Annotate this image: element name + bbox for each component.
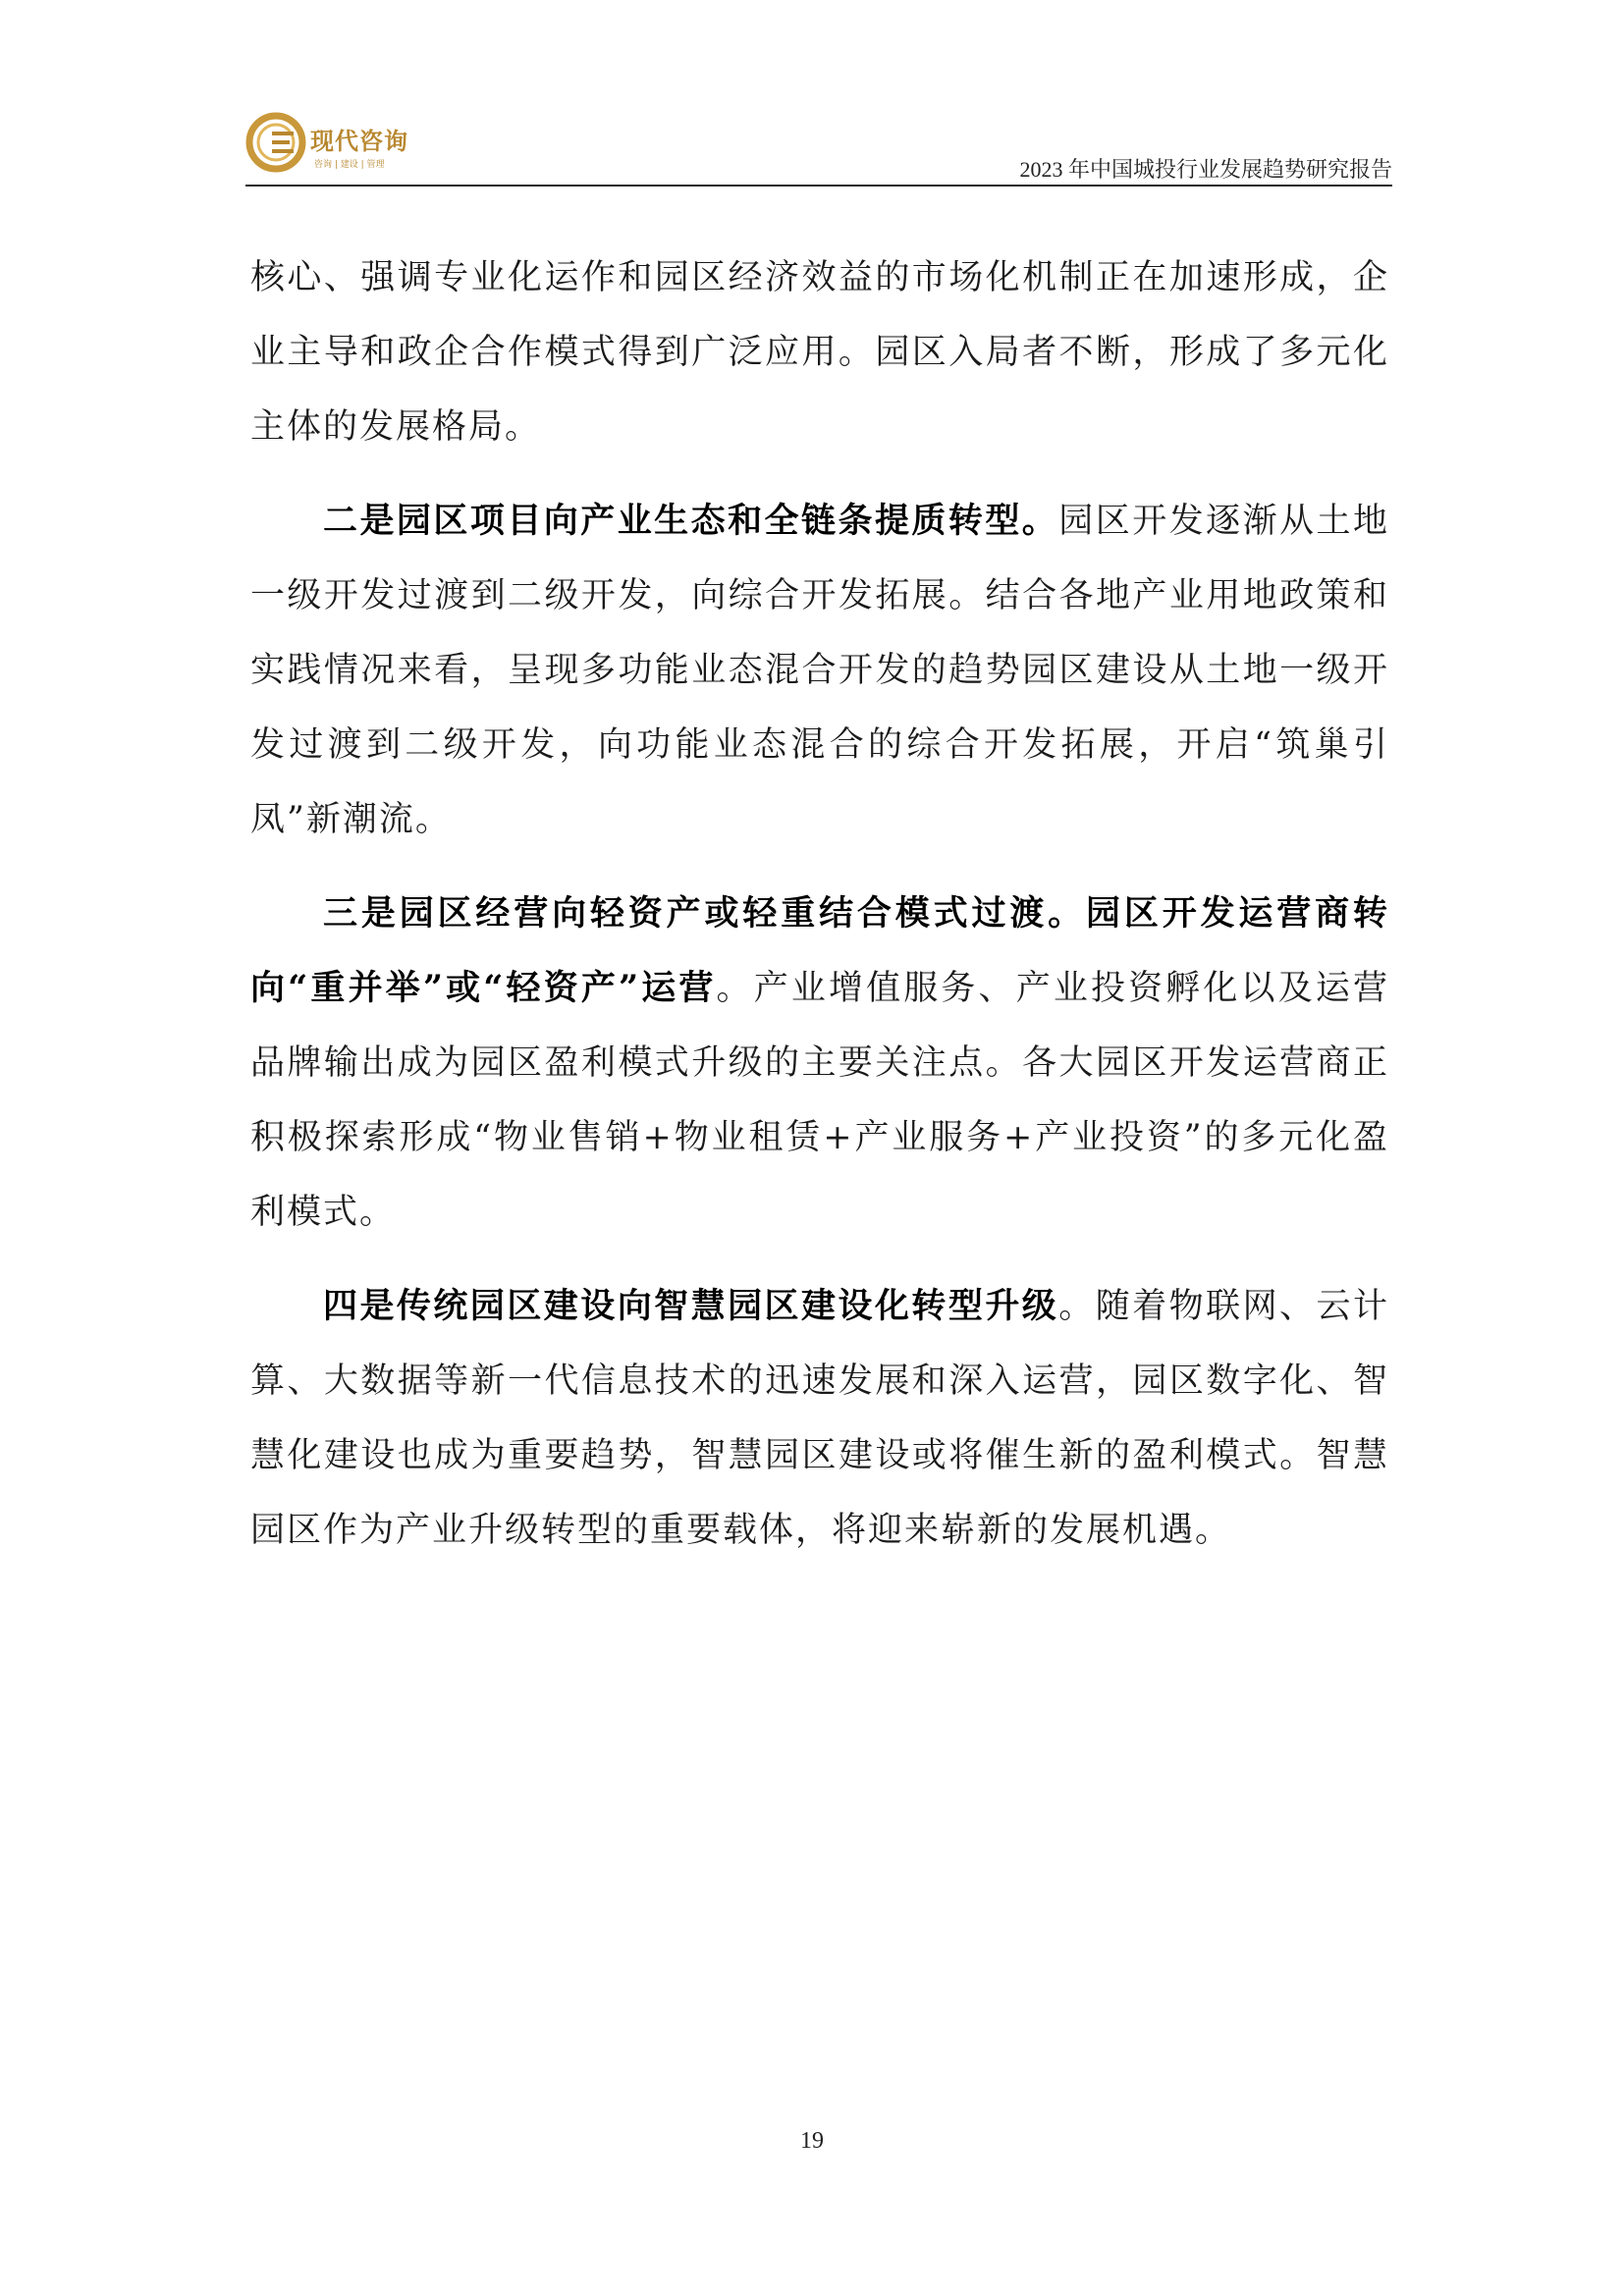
document-body — [250, 240, 1389, 1587]
logo-name: 现代咨询 — [310, 128, 408, 155]
company-logo — [245, 108, 461, 185]
page-number: 19 — [800, 2128, 824, 2154]
paragraph-2 — [250, 484, 1389, 857]
paragraph-4-lead: 四是传统园区建设向智慧园区建设化转型升级 — [323, 1286, 1059, 1326]
paragraph-3-body: 。产业增值服务、产业投资孵化以及运营品牌输出成为园区盈利模式升级的主要关注点。各大园区开发运营商正积极探索形成“物业售销+物业租赁+产业服务+产业投资”的多元化盈利模式。 — [250, 969, 1389, 1232]
paragraph-4-body: 。随着物联网、云计算、大数据等新一代信息技术的迅速发展和深入运营，园区数字化、智慧化建设也成为重要趋势，智慧园区建设或将催生新的盈利模式。智慧园区作为产业升级转型的重要载体，将迎来崭新的发展机遇。 — [250, 1287, 1389, 1550]
report-title: 2023 年中国城投行业发展趋势研究报告 — [1019, 157, 1392, 182]
paragraph-3-lead: 三是园区经营向轻资产或轻重结合模式过渡。园区开发运营商转向“重并举”或“轻资产”运营 — [250, 893, 1389, 1008]
header-divider — [245, 185, 1392, 187]
paragraph-1-body: 核心、强调专业化运作和园区经济效益的市场化机制正在加速形成，企业主导和政企合作模式得到广泛应用。园区入局者不断，形成了多元化主体的发展格局。 — [250, 258, 1389, 447]
paragraph-3 — [250, 877, 1389, 1250]
paragraph-4 — [250, 1269, 1389, 1568]
paragraph-2-body: 园区开发逐渐从土地一级开发过渡到二级开发，向综合开发拓展。结合各地产业用地政策和实践情况来看，呈现多功能业态混合开发的趋势园区建设从土地一级开发过渡到二级开发，向功能业态混合的综合开发拓展，开启“筑巢引凤”新潮流。 — [250, 502, 1389, 839]
logo-emblem-icon — [245, 112, 306, 173]
paragraph-2-lead: 二是园区项目向产业生态和全链条提质转型。 — [323, 501, 1059, 541]
logo-tagline: 咨询 | 建设 | 管理 — [314, 160, 385, 170]
paragraph-1 — [250, 240, 1389, 464]
page-header — [245, 108, 1392, 188]
